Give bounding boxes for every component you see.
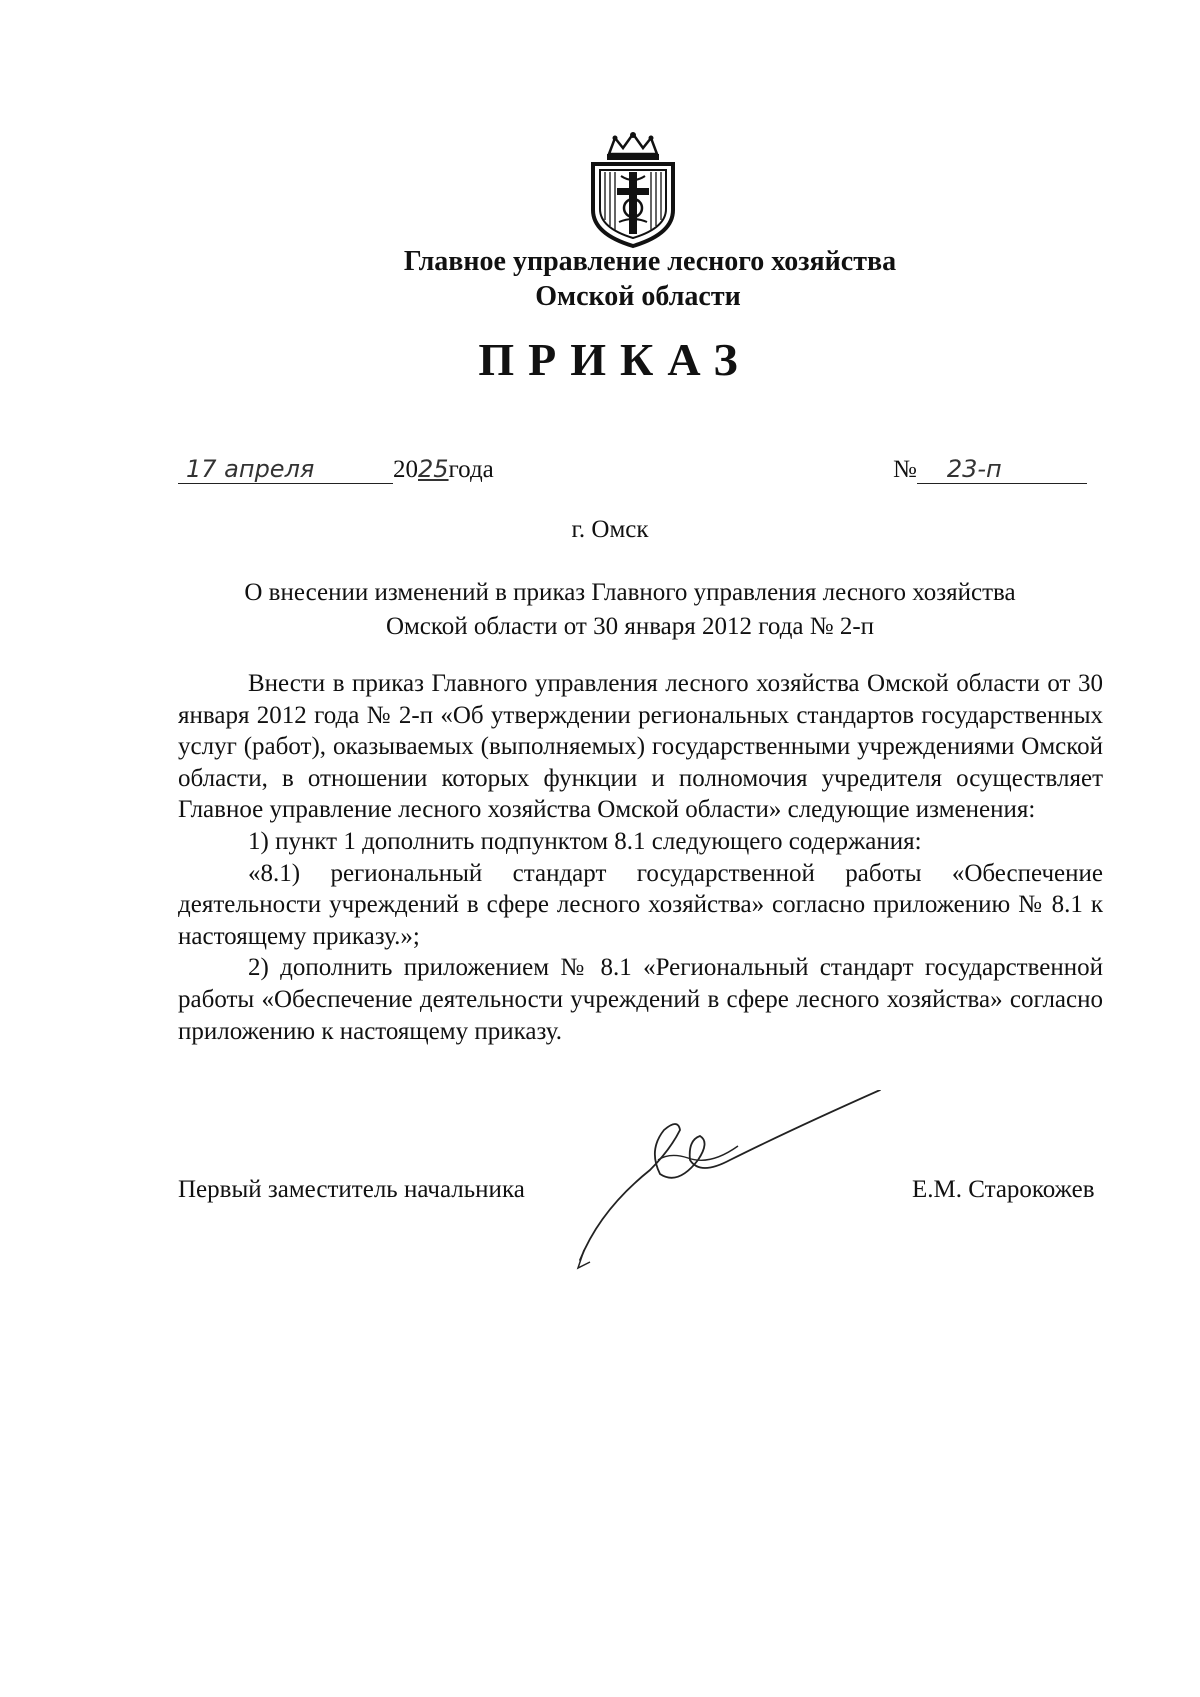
year-handwritten: 25 xyxy=(418,455,449,483)
subject-line2: Омской области от 30 января 2012 года № 2-п xyxy=(385,613,875,640)
city: г. Омск xyxy=(571,516,649,543)
body-paragraph: «8.1) региональный стандарт государственной работы «Обеспечение деятельности учреждений в сфере лесного хозяйства» согласно приложению № 8.1 к настоящему приказу.»; xyxy=(178,859,1103,950)
signature-icon xyxy=(560,1090,890,1280)
year-prefix: 20 xyxy=(393,456,418,483)
document-type-title: ПРИКАЗ xyxy=(478,334,752,385)
body-paragraph: 1) пункт 1 дополнить подпунктом 8.1 следующего содержания: xyxy=(248,827,922,855)
agency-name-line2: Омской области xyxy=(535,281,741,312)
number-label: № xyxy=(893,456,917,483)
number-value: 23-п xyxy=(917,455,1087,484)
signer-name: Е.М. Старокожев xyxy=(912,1176,1095,1203)
order-subject xyxy=(160,576,1100,644)
body-paragraph: Внести в приказ Главного управления лесного хозяйства Омской области от 30 января 2012 года № 2-п «Об утверждении региональных стандартов государственных услуг (работ), оказываемых (выполняемых) государственными учреждениями Омской области, в отношении которых функции и полномочия учредителя осуществляет Главное управление лесного хозяйства Омской области» следующие изменения: xyxy=(178,670,1103,824)
subject-line1: О внесении изменений в приказ Главного управления лесного хозяйства xyxy=(244,579,1016,606)
order-date xyxy=(178,455,494,484)
order-number xyxy=(893,455,1087,484)
coat-of-arms-icon xyxy=(585,132,681,250)
date-suffix: года xyxy=(448,456,494,483)
order-body xyxy=(178,668,1103,1047)
signer-position: Первый заместитель начальника xyxy=(178,1176,525,1203)
body-paragraph: 2) дополнить приложением № 8.1 «Региональный стандарт государственной работы «Обеспечение деятельности учреждений в сфере лесного хозяйства» согласно приложению к настоящему приказу. xyxy=(178,954,1103,1045)
date-day-month: 17 апреля xyxy=(178,455,393,484)
agency-name-line1: Главное управление лесного хозяйства xyxy=(403,246,897,277)
